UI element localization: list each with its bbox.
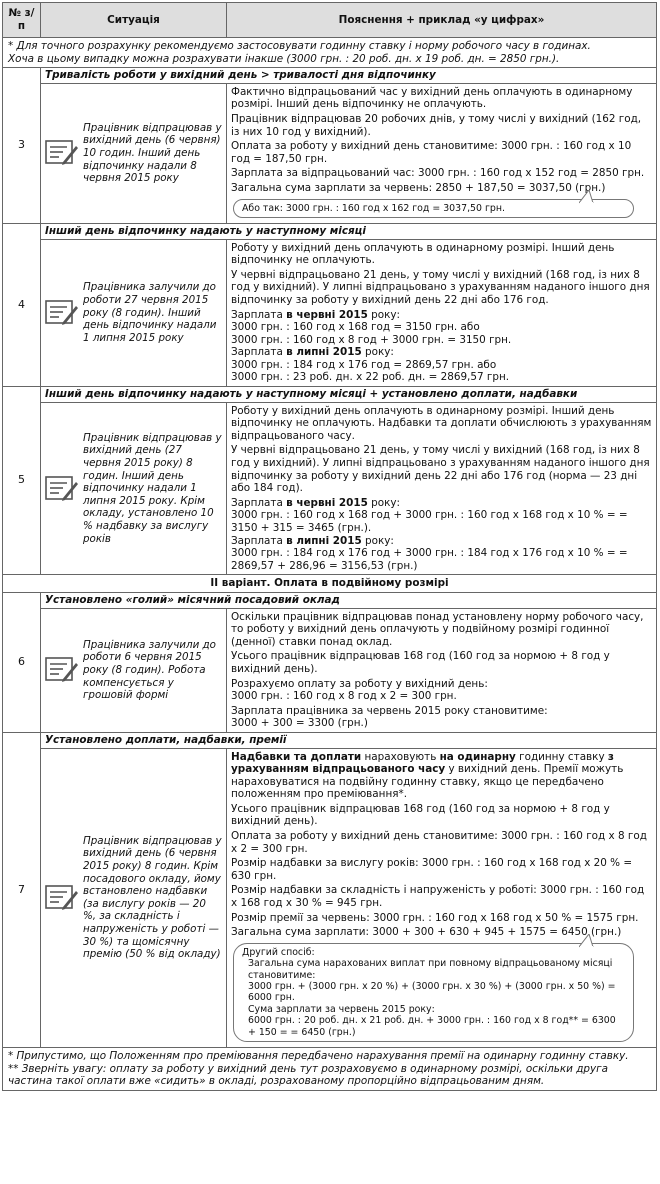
callout-text: Або так: 3000 грн. : 160 год х 162 год = 3037,50 грн. <box>242 202 505 214</box>
top-note-line: * Для точного розрахунку рекомендуємо застосовувати годинну ставку і норму робочого часу в годинах. <box>8 40 591 52</box>
row-subtitle: Установлено «голий» місячний посадовий оклад <box>41 592 657 608</box>
calc-line-text: року: <box>361 346 394 359</box>
calc-line-bold: в липні 2015 <box>286 534 362 547</box>
calc-line: 3000 грн. : 160 год х 8 год + 3000 грн. = 3150 грн. <box>231 333 512 346</box>
callout-bubble <box>233 943 634 1042</box>
situation-text: Працівника залучили до роботи 6 червня 2015 року (8 годин). Робота компенсується у грошовій формі <box>83 638 216 702</box>
calc-line: 3000 + 300 = 3300 (грн.) <box>231 717 368 730</box>
explanation-paragraph: Роботу у вихідний день оплачують в одинарному розмірі. Інший день відпочинку не оплачують. <box>231 241 615 267</box>
explanation-cell <box>227 402 657 575</box>
table-row <box>3 748 657 1048</box>
paragraph-text: у вихідний день. Премії можуть нараховуватися на подвійну годинну ставку, якщо це передбачено положенням про преміювання*. <box>231 763 624 801</box>
table-row <box>3 732 657 748</box>
note-pencil-icon <box>45 298 79 328</box>
situation-cell <box>41 608 227 732</box>
emphasis: з урахуванням відпрацьованого часу <box>231 750 614 776</box>
calc-line-text: Зарплата <box>231 496 287 509</box>
table-row <box>3 402 657 575</box>
row-subtitle: Установлено доплати, надбавки, премії <box>41 732 657 748</box>
table-row <box>3 608 657 732</box>
callout-text: 6000 грн. : 20 роб. дн. х 21 роб. дн. + 3000 грн. : 160 год х 8 год** = 6300 + 150 = = 6450 (грн.) <box>248 1015 616 1038</box>
explanation-cell <box>227 83 657 223</box>
footnotes <box>3 1048 657 1091</box>
paragraph-text: годинну ставку <box>515 750 608 763</box>
row-number: 4 <box>3 223 41 386</box>
header-num: № з/п <box>3 3 41 38</box>
situation-cell <box>41 83 227 223</box>
calc-line <box>231 497 652 510</box>
table-row <box>3 68 657 84</box>
explanation-paragraph: Розмір надбавки за складність і напруженість у роботі: 3000 грн. : 160 год х 168 год х 30 % = 945 грн. <box>231 884 645 910</box>
explanation-paragraph: Розмір надбавки за вислугу років: 3000 грн. : 160 год х 168 год х 20 % = 630 грн. <box>231 857 633 882</box>
explanation-paragraph: Фактично відпрацьований час у вихідний день оплачують в одинарному розмірі. Інший день відпочинку не оплачують. <box>231 85 633 111</box>
situation-cell <box>41 748 227 1048</box>
calc-line-text: Зарплата <box>231 534 287 547</box>
table-row <box>3 83 657 223</box>
callout-text: Сума зарплати за червень 2015 року: <box>248 1003 435 1015</box>
document <box>2 2 658 1091</box>
calc-line-text: року: <box>367 496 401 509</box>
footnote: ** Зверніть увагу: оплату за роботу у вихідний день тут розраховуємо в одинарному розмірі, оскільки друга частина такої оплати вже «сидить» в окладі, розрахованому пропорційно відпрацьованим дням. <box>8 1062 608 1088</box>
table-row <box>3 239 657 387</box>
top-note <box>3 38 657 68</box>
callout-tail <box>579 190 595 204</box>
explanation-cell <box>227 608 657 732</box>
header-explanation: Пояснення + приклад «у цифрах» <box>227 3 657 38</box>
row-number: 5 <box>3 387 41 575</box>
row-number: 3 <box>3 68 41 224</box>
explanation-paragraph <box>231 751 652 801</box>
calc-line: Зарплата працівника за червень 2015 року становитиме: <box>231 704 548 717</box>
table-header <box>3 3 657 38</box>
calc-line: 3000 грн. : 160 год х 168 год + 3000 грн. : 160 год х 168 год х 10 % = = 3150 + 315 = 3465 (грн.). <box>231 509 628 534</box>
explanation-paragraph: Працівник відпрацював 20 робочих днів, у тому числі у вихідний (162 год, із них 10 год у вихідний). <box>231 112 642 138</box>
explanation-cell <box>227 239 657 387</box>
calc-line: 3000 грн. : 160 год х 168 год = 3150 грн. або <box>231 321 480 334</box>
explanation-cell <box>227 748 657 1048</box>
table-row <box>3 592 657 608</box>
explanation-paragraph: Усього працівник відпрацював 168 год (160 год за нормою + 8 год у вихідний день). <box>231 802 610 828</box>
note-pencil-icon <box>45 655 79 685</box>
situation-text: Працівник відпрацював у вихідний день (6 червня 2015 року) 8 годин. Крім посадового окладу, йому встановлено надбавки (за вислугу років — 20 %, за складність і напруженість у роботі — 30 %) та щомісячну премію (50 % від окладу) <box>83 834 222 961</box>
paragraph-text: нараховують <box>361 750 440 763</box>
explanation-paragraph: У червні відпрацьовано 21 день, у тому числі у вихідний (168 год, із них 8 год у вихідний). У липні відпрацьовано з урахуванням наданого іншого дня відпочинку за роботу у вихідний день 22 дні або 176 год (норма — 23 дні або 184 год). <box>231 444 650 495</box>
callout-text: 3000 грн. + (3000 грн. х 20 %) + (3000 грн. х 30 %) + (3000 грн. х 50 %) = 6000 грн. <box>248 981 616 1004</box>
emphasis: на одинарну <box>439 750 516 763</box>
calc-line: 3000 грн. : 184 год х 176 год + 3000 грн. : 184 год х 176 год х 10 % = = 2869,57 + 286,96 = 3156,53 (грн.) <box>231 547 628 572</box>
explanation-paragraph: Усього працівник відпрацював 168 год (160 год за нормою + 8 год у вихідний день). <box>231 650 610 675</box>
variant-title: II варіант. Оплата в подвійному розмірі <box>3 575 657 593</box>
note-pencil-icon <box>45 474 79 504</box>
callout-bubble <box>233 199 634 218</box>
situation-text: Працівник відпрацював у вихідний день (27 червня 2015 року) 8 годин. Інший день відпочинку надали 1 липня 2015 року. Крім окладу, установлено 10 % надбавку за вислугу років <box>83 431 222 545</box>
calc-line: 3000 грн. : 23 роб. дн. х 22 роб. дн. = 2869,57 грн. <box>231 371 510 384</box>
callout-tail <box>579 934 595 948</box>
callout-text: Другий спосіб: <box>242 946 315 958</box>
explanation-paragraph: Загальна сума зарплати за червень: 2850 + 187,50 = 3037,50 (грн.) <box>231 181 606 194</box>
header-situation: Ситуація <box>41 3 227 38</box>
callout-text: Загальна сума нарахованих виплат при повному відпрацьованому місяці становитиме: <box>248 958 613 981</box>
calc-line-text: року: <box>367 308 401 321</box>
calc-line: Розрахуємо оплату за роботу у вихідний день: <box>231 677 488 690</box>
explanation-paragraph: Оскільки працівник відпрацював понад установлену норму робочого часу, то роботу у вихідний день оплачують у подвійному розмірі годинної (денної) ставки понад оклад. <box>231 610 644 648</box>
note-pencil-icon <box>45 138 79 168</box>
calc-line-bold: в червні 2015 <box>286 308 368 321</box>
explanation-paragraph: Розмір премії за червень: 3000 грн. : 160 год х 168 год х 50 % = 1575 грн. <box>231 911 639 924</box>
note-pencil-icon <box>45 883 79 913</box>
explanation-paragraph: У червні відпрацьовано 21 день, у тому числі у вихідний (168 год, із них 8 год у вихідний). У липні відпрацьовано з урахуванням наданого іншого дня відпочинку за роботу у вихідний день 22 дні або 176 год. <box>231 268 650 306</box>
table-row <box>3 387 657 403</box>
situation-text: Працівника залучили до роботи 27 червня 2015 року (8 годин). Інший день відпочинку надали 1 липня 2015 року <box>83 281 217 344</box>
salary-table <box>2 2 657 1091</box>
calc-line: 3000 грн. : 160 год х 8 год х 2 = 300 грн. <box>231 690 457 703</box>
calc-line <box>231 346 652 359</box>
situation-cell <box>41 402 227 575</box>
explanation-paragraph: Зарплата за відпрацьований час: 3000 грн. : 160 год х 152 год = 2850 грн. <box>231 167 645 180</box>
table-row <box>3 223 657 239</box>
explanation-paragraph: Загальна сума зарплати: 3000 + 300 + 630 + 945 + 1575 = 6450 (грн.) <box>231 926 622 939</box>
explanation-paragraph: Роботу у вихідний день оплачують в одинарному розмірі. Інший день відпочинку не оплачують. Надбавки та доплати обчислюють з урахуванням відпрацьованого часу. <box>231 404 652 442</box>
footnotes-row <box>3 1048 657 1091</box>
row-subtitle: Тривалість роботи у вихідний день > тривалості дня відпочинку <box>41 68 657 84</box>
top-note-line: Хоча в цьому випадку можна розрахувати інакше (3000 грн. : 20 роб. дн. х 19 роб. дн. = 2850 грн.). <box>8 52 560 65</box>
variant-row <box>3 575 657 593</box>
situation-cell <box>41 239 227 387</box>
row-subtitle: Інший день відпочинку надають у наступному місяці + установлено доплати, надбавки <box>41 387 657 403</box>
calc-line-text: Зарплата <box>231 308 287 321</box>
top-note-row <box>3 38 657 68</box>
calc-line: 3000 грн. : 184 год х 176 год = 2869,57 грн. або <box>231 358 497 371</box>
calc-line-text: року: <box>361 534 394 547</box>
row-number: 6 <box>3 592 41 732</box>
situation-text: Працівник відпрацював у вихідний день (6 червня) 10 годин. Інший день відпочинку надали 8 червня 2015 року <box>83 121 222 185</box>
explanation-paragraph: Оплата за роботу у вихідний день становитиме: 3000 грн. : 160 год х 10 год = 187,50 грн. <box>231 140 632 165</box>
row-number: 7 <box>3 732 41 1047</box>
calc-line-text: Зарплата <box>231 346 287 359</box>
footnote: * Припустимо, що Положенням про преміювання передбачено нарахування премії на одинарну годинну ставку. <box>8 1050 629 1063</box>
calc-line <box>231 309 652 322</box>
row-subtitle: Інший день відпочинку надають у наступному місяці <box>41 223 657 239</box>
calc-line-bold: в червні 2015 <box>286 496 368 509</box>
calc-line-bold: в липні 2015 <box>286 346 362 359</box>
emphasis: Надбавки та доплати <box>231 750 362 763</box>
calc-line <box>231 535 652 548</box>
explanation-paragraph: Оплата за роботу у вихідний день становитиме: 3000 грн. : 160 год х 8 год х 2 = 300 грн. <box>231 830 647 855</box>
